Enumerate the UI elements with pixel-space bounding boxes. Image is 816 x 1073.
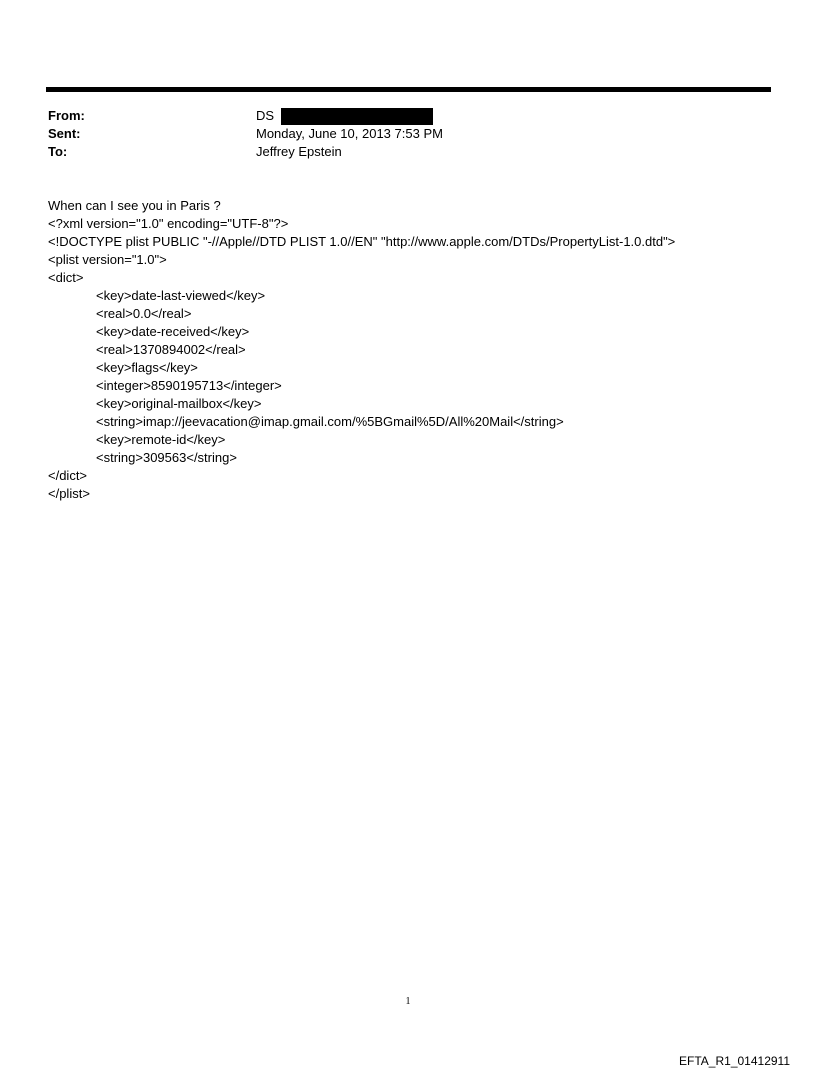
body-line: </dict> (48, 468, 88, 483)
from-row (48, 107, 748, 125)
redaction-block (281, 108, 433, 125)
body-line: <key>original-mailbox</key> (96, 396, 262, 411)
body-line: <dict> (48, 270, 84, 285)
body-line: <key>flags</key> (96, 360, 198, 375)
body-line: <!DOCTYPE plist PUBLIC "-//Apple//DTD PLIST 1.0//EN" "http://www.apple.com/DTDs/PropertyList-1.0.dtd"> (48, 234, 676, 249)
from-label: From: (48, 108, 85, 123)
header-rule (46, 87, 771, 92)
body-line: <key>date-received</key> (96, 324, 250, 339)
body-line: When can I see you in Paris ? (48, 198, 221, 213)
from-value (256, 107, 433, 125)
to-row (48, 143, 748, 161)
to-label: To: (48, 144, 68, 159)
body-line: </plist> (48, 486, 90, 501)
body-line: <real>1370894002</real> (96, 342, 246, 357)
document-id: EFTA_R1_01412911 (679, 1054, 790, 1068)
body-line: <key>remote-id</key> (96, 432, 226, 447)
page-number: 1 (405, 996, 411, 1007)
email-header (48, 107, 748, 161)
body-line: <key>date-last-viewed</key> (96, 288, 266, 303)
body-line: <plist version="1.0"> (48, 252, 167, 267)
email-body (48, 197, 768, 503)
body-line: <real>0.0</real> (96, 306, 192, 321)
sent-label: Sent: (48, 126, 81, 141)
body-line: <?xml version="1.0" encoding="UTF-8"?> (48, 216, 289, 231)
sent-value: Monday, June 10, 2013 7:53 PM (256, 126, 443, 141)
body-line: <integer>8590195713</integer> (96, 378, 282, 393)
from-sender: DS (256, 108, 275, 123)
sent-row (48, 125, 748, 143)
to-value: Jeffrey Epstein (256, 144, 342, 159)
body-line: <string>309563</string> (96, 450, 237, 465)
body-line: <string>imap://jeevacation@imap.gmail.com/%5BGmail%5D/All%20Mail</string> (96, 414, 564, 429)
